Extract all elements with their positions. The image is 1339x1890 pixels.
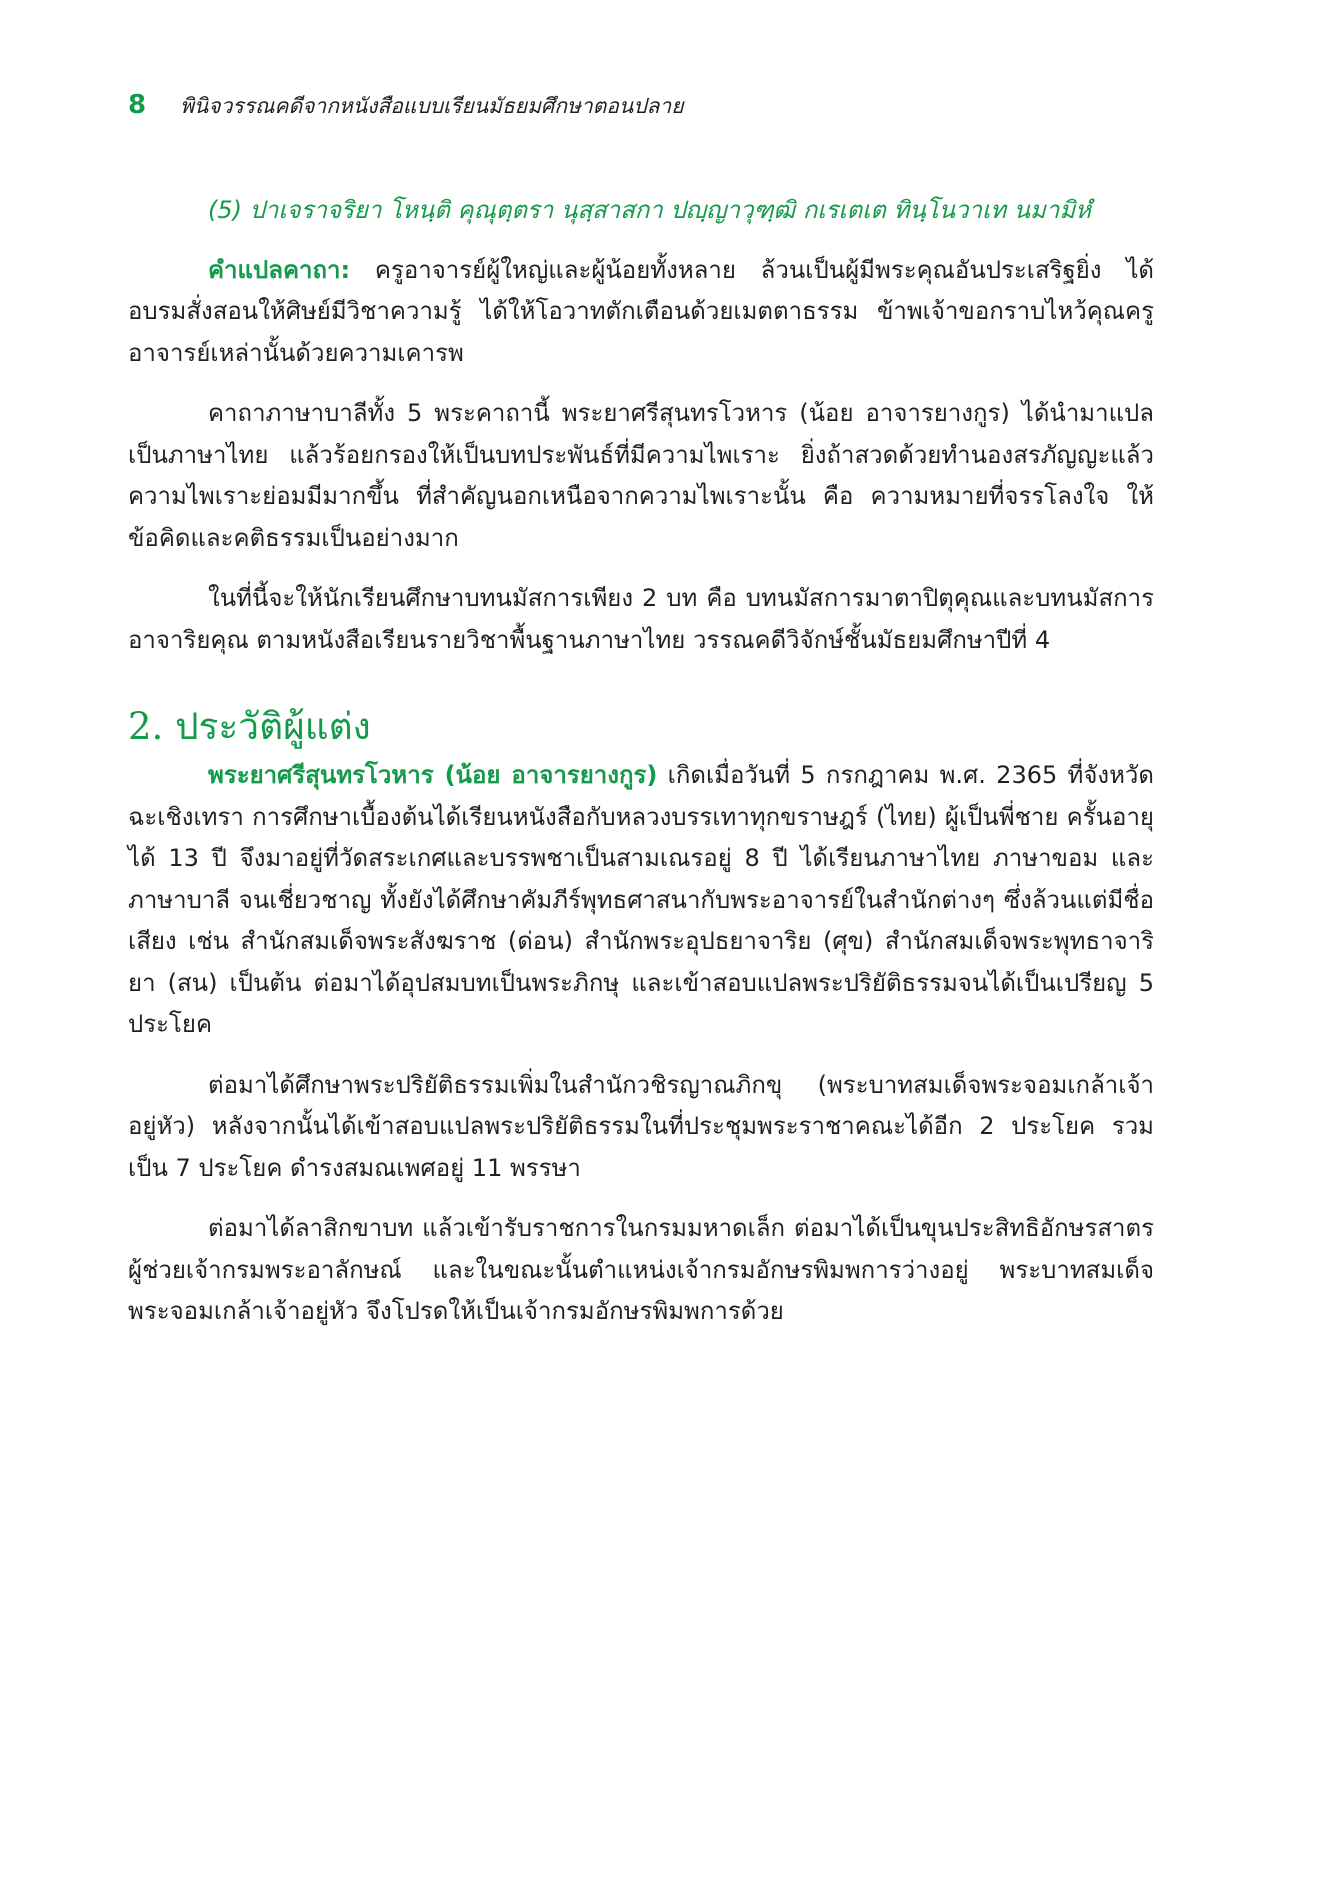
running-title: พินิจวรรณคดีจากหนังสือแบบเรียนมัธยมศึกษาตอนปลาย: [180, 94, 684, 118]
paragraph-pali-verses: คาถาภาษาบาลีทั้ง 5 พระคาถานี้ พระยาศรีสุนทรโวหาร (น้อย อาจารยางกูร) ได้นำมาแปลเป็นภาษาไทย แล้วร้อยกรองให้เป็นบทประพันธ์ที่มีความไพเราะ ยิ่งถ้าสวดด้วยทำนองสรภัญญะแล้ว ความไพเราะย่อมมีมากขึ้น ที่สำคัญนอกเหนือจากความไพเราะนั้น คือ ความหมายที่จรรโลงใจ ให้ข้อคิดและคติธรรมเป็นอย่างมาก: [128, 399, 1154, 552]
author-name: พระยาศรีสุนทรโวหาร (น้อย อาจารยางกูร): [208, 761, 658, 789]
page-number: 8: [128, 90, 147, 120]
author-birth-text: เกิดเมื่อวันที่ 5 กรกฎาคม พ.ศ. 2365 ที่จังหวัดฉะเชิงเทรา การศึกษาเบื้องต้นได้เรียนหนังสือกับหลวงบรรเทาทุกขราษฎร์ (ไทย) ผู้เป็นพี่ชาย ครั้นอายุได้ 13 ปี จึงมาอยู่ที่วัดสระเกศและบรรพชาเป็นสามเณรอยู่ 8 ปี ได้เรียนภาษาไทย ภาษาขอม และภาษาบาลี จนเชี่ยวชาญ ทั้งยังได้ศึกษาคัมภีร์พุทธศาสนากับพระอาจารย์ในสำนักต่างๆ ซึ่งล้วนแต่มีชื่อเสียง เช่น สำนักสมเด็จพระสังฆราช (ด่อน) สำนักพระอุปธยาจาริย (ศุข) สำนักสมเด็จพระพุทธาจาริยา (สน) เป็นต้น ต่อมาได้อุปสมบทเป็นพระภิกษุ และเข้าสอบแปลพระปริยัติธรรมจนได้เป็นเปรียญ 5 ประโยค: [128, 761, 1154, 1038]
paragraph-study-scope: ในที่นี้จะให้นักเรียนศึกษาบทนมัสการเพียง 2 บท คือ บทนมัสการมาตาปิตุคุณและบทนมัสการอาจาริยคุณ ตามหนังสือเรียนรายวิชาพื้นฐานภาษาไทย วรรณคดีวิจักษ์ชั้นมัธยมศึกษาปีที่ 4: [128, 584, 1154, 654]
translation-text: ครูอาจารย์ผู้ใหญ่และผู้น้อยทั้งหลาย ล้วนเป็นผู้มีพระคุณอันประเสริฐยิ่ง ได้อบรมสั่งสอนให้ศิษย์มีวิชาความรู้ ได้ให้โอวาทตักเตือนด้วยเมตตาธรรม ข้าพเจ้าขอกราบไหว้คุณครูอาจารย์เหล่านั้นด้วยความเคารพ: [128, 255, 1154, 367]
verse-translation: [128, 250, 1154, 375]
translation-label: คำแปลคาถา:: [208, 255, 351, 284]
page-header: [128, 90, 684, 123]
paragraph-author-birth: [128, 755, 1154, 1046]
section-heading: 2. ประวัติผู้แต่ง: [128, 705, 371, 748]
paragraph-author-career: ต่อมาได้ลาสิกขาบท แล้วเข้ารับราชการในกรมมหาดเล็ก ต่อมาได้เป็นขุนประสิทธิอักษรสาตร ผู้ช่วยเจ้ากรมพระอาลักษณ์ และในขณะนั้นตำแหน่งเจ้ากรมอักษรพิมพการว่างอยู่ พระบาทสมเด็จพระจอมเกล้าเจ้าอยู่หัว จึงโปรดให้เป็นเจ้ากรมอักษรพิมพการด้วย: [128, 1214, 1154, 1325]
page-body: [128, 190, 1154, 1352]
pali-verse: (5) ปาเจราจริยา โหนฺติ คุณุตฺตรา นุสฺสาสกา ปญฺญาวุฑฺฒิ กเรเตเต ทินฺโนวาเท นมามิหํ: [208, 196, 1091, 224]
paragraph-author-study: ต่อมาได้ศึกษาพระปริยัติธรรมเพิ่มในสำนักวชิรญาณภิกขุ (พระบาทสมเด็จพระจอมเกล้าเจ้าอยู่หัว) หลังจากนั้นได้เข้าสอบแปลพระปริยัติธรรมในที่ประชุมพระราชาคณะได้อีก 2 ประโยค รวมเป็น 7 ประโยค ดำรงสมณเพศอยู่ 11 พรรษา: [128, 1070, 1154, 1182]
